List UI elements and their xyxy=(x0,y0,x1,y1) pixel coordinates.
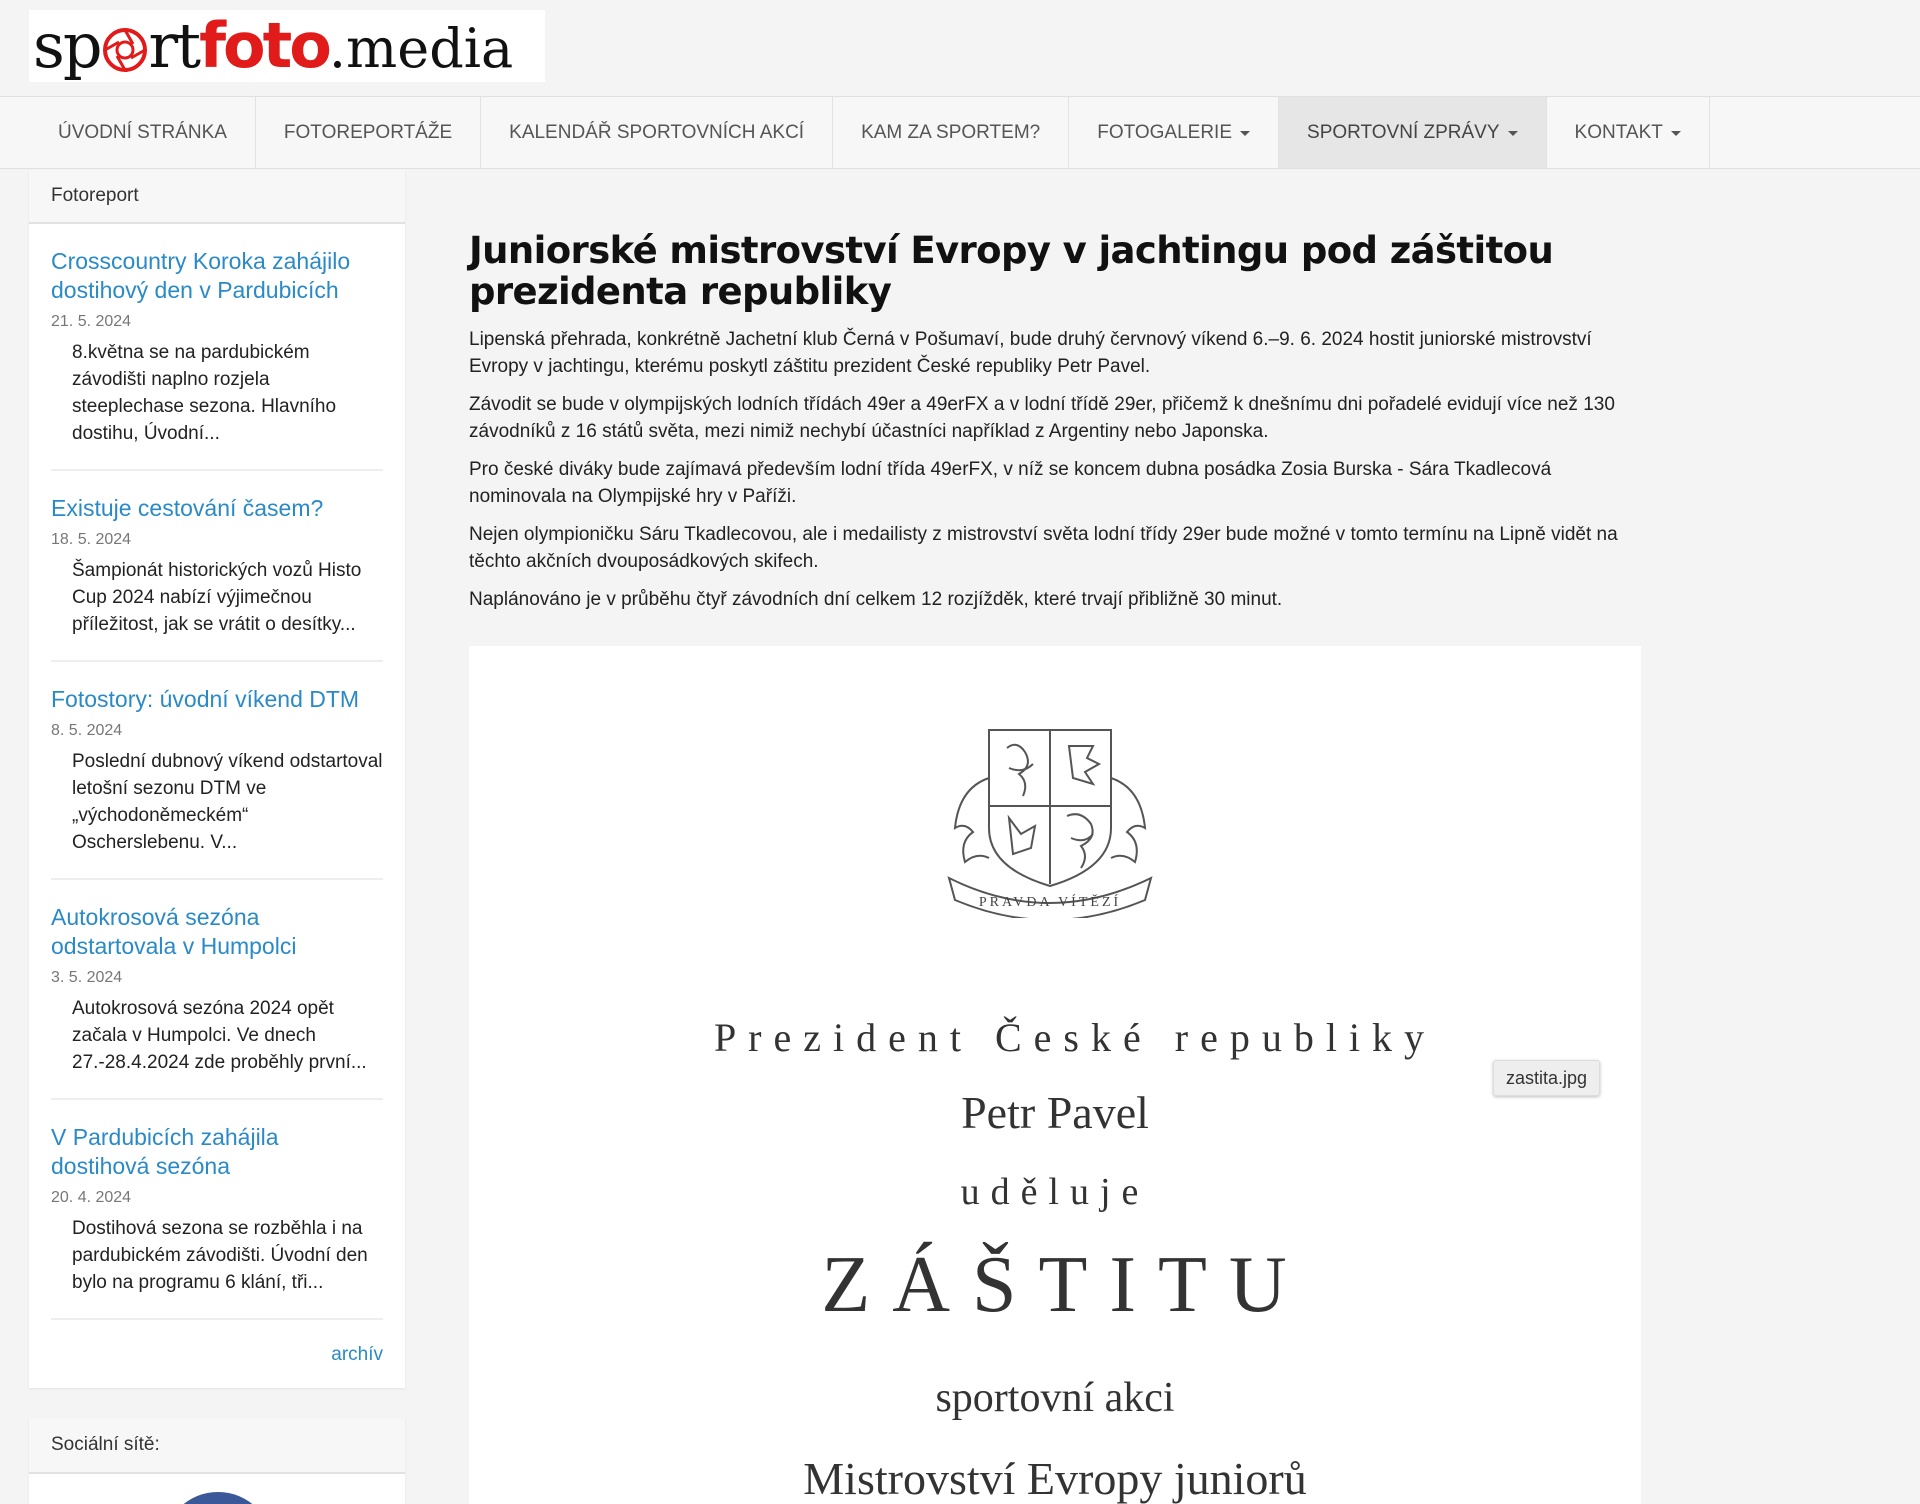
caret-down-icon xyxy=(1240,131,1250,136)
article-date: 8. 5. 2024 xyxy=(51,722,123,739)
nav-label: KAM ZA SPORTEM? xyxy=(861,121,1041,143)
article-date: 18. 5. 2024 xyxy=(51,531,132,548)
article-date: 21. 5. 2024 xyxy=(51,313,132,330)
article-excerpt: Šampionát historických vozů Histo Cup 2024 nabízí výjimečnou příležitost, jak se vrátit o desítky... xyxy=(72,560,362,635)
photo-report-panel xyxy=(29,170,405,1388)
logo-text-media: .media xyxy=(328,17,514,80)
article xyxy=(469,230,1641,613)
nav-item-calendar[interactable] xyxy=(481,97,833,168)
nav-label: KALENDÁŘ SPORTOVNÍCH AKCÍ xyxy=(509,121,805,143)
nav-item-sport-news[interactable] xyxy=(1279,97,1547,168)
article-paragraph: Naplánováno je v průběhu čtyř závodních dní celkem 12 rozjížděk, které trvají přibližně 30 minut. xyxy=(469,589,1283,610)
aperture-icon xyxy=(102,27,148,73)
nav-item-contact[interactable] xyxy=(1547,97,1710,168)
article-excerpt: Poslední dubnový víkend odstartoval letošní sezonu DTM ve „východoněmeckém“ Oscherslebenu. V... xyxy=(72,751,383,853)
article-link[interactable]: Autokrosová sezóna odstartovala v Humpolci xyxy=(51,904,297,959)
nav-item-photo-reports[interactable] xyxy=(256,97,481,168)
document-line-president: Prezident České republiky xyxy=(713,1015,1437,1060)
document-line-championship: Mistrovství Evropy juniorů xyxy=(803,1453,1307,1504)
list-item xyxy=(51,1100,383,1320)
site-logo[interactable] xyxy=(29,10,545,82)
nav-label: FOTOREPORTÁŽE xyxy=(283,121,453,143)
article-paragraph: Nejen olympioničku Sáru Tkadlecovou, ale i medailisty z mistrovství světa lodní třídy 29er bude možné v tomto termínu na Lipně vidět na těchto akčních dvouposádkových skifech. xyxy=(469,524,1618,572)
document-line-grants: uděluje xyxy=(960,1171,1150,1213)
state-emblem-icon xyxy=(939,718,1161,918)
main-navigation xyxy=(0,96,1920,169)
article-date: 3. 5. 2024 xyxy=(51,969,123,986)
nav-item-where-to-sport[interactable] xyxy=(833,97,1069,168)
article-paragraph: Lipenská přehrada, konkrétně Jachetní klub Černá v Pošumaví, bude druhý červnový víkend 6.–9. 6. 2024 hostit juniorské mistrovství Evropy v jachtingu, kterému poskytl záštitu prezident České republiky Petr Pavel. xyxy=(469,329,1592,377)
article-paragraph: Závodit se bude v olympijských lodních třídách 49er a 49erFX a v lodní třídě 29er, přičemž k dnešnímu dni pořadelé evidují více než 130 závodníků z 16 států světa, mezi nimiž nechybí účastníci například z Argentiny nebo Japonska. xyxy=(469,394,1615,442)
article-date: 20. 4. 2024 xyxy=(51,1189,132,1206)
site-header xyxy=(0,0,1920,96)
document-line-sport-event: sportovní akci xyxy=(935,1375,1175,1421)
article-excerpt: Dostihová sezona se rozběhla i na pardubickém závodišti. Úvodní den bylo na programu 6 klání, tři... xyxy=(72,1218,368,1293)
panel-heading: Fotoreport xyxy=(29,170,405,224)
list-item xyxy=(51,662,383,880)
patronage-document-image[interactable] xyxy=(469,646,1641,1504)
article-title: Juniorské mistrovství Evropy v jachtingu pod záštitou prezidenta republiky xyxy=(469,229,1554,313)
nav-label: SPORTOVNÍ ZPRÁVY xyxy=(1307,121,1500,143)
article-link[interactable]: Crosscountry Koroka zahájilo dostihový den v Pardubicích xyxy=(51,248,351,303)
nav-item-home[interactable] xyxy=(30,97,256,168)
document-line-name: Petr Pavel xyxy=(961,1087,1149,1138)
nav-label: FOTOGALERIE xyxy=(1097,121,1233,143)
article-link[interactable]: Fotostory: úvodní víkend DTM xyxy=(51,686,360,712)
article-link[interactable]: V Pardubicích zahájila dostihová sezóna xyxy=(51,1124,279,1179)
caret-down-icon xyxy=(1671,131,1681,136)
document-line-patronage: ZÁŠTITU xyxy=(821,1241,1309,1329)
image-filename-tooltip: zastita.jpg xyxy=(1493,1060,1600,1096)
nav-label: KONTAKT xyxy=(1574,121,1663,143)
archive-link[interactable]: archív xyxy=(331,1344,383,1365)
logo-text-sp: sp xyxy=(33,9,101,82)
article-link[interactable]: Existuje cestování časem? xyxy=(51,495,324,521)
list-item xyxy=(51,471,383,662)
social-panel xyxy=(29,1418,405,1504)
panel-heading: Sociální sítě: xyxy=(29,1418,405,1474)
article-excerpt: Autokrosová sezóna 2024 opět začala v Humpolci. Ve dnech 27.-28.4.2024 zde proběhly první... xyxy=(72,998,367,1073)
nav-label: ÚVODNÍ STRÁNKA xyxy=(58,121,227,143)
list-item xyxy=(51,880,383,1100)
article-paragraph: Pro české diváky bude zajímavá především lodní třída 49erFX, v níž se koncem dubna posádka Zosia Burska - Sára Tkadlecová nominovala na Olympijské hry v Paříži. xyxy=(469,459,1552,507)
facebook-icon[interactable] xyxy=(163,1492,273,1504)
logo-text-rt: rt xyxy=(148,9,200,82)
list-item xyxy=(51,224,383,471)
nav-item-photo-gallery[interactable] xyxy=(1069,97,1279,168)
sidebar xyxy=(29,170,405,1504)
emblem-motto: PRAVDA VÍTĚZÍ xyxy=(978,895,1122,910)
article-excerpt: 8.května se na pardubickém závodišti naplno rozjela steeplechase sezona. Hlavního dostihu, Úvodní... xyxy=(72,342,337,444)
caret-down-icon xyxy=(1508,131,1518,136)
logo-text-foto: foto xyxy=(199,9,329,82)
